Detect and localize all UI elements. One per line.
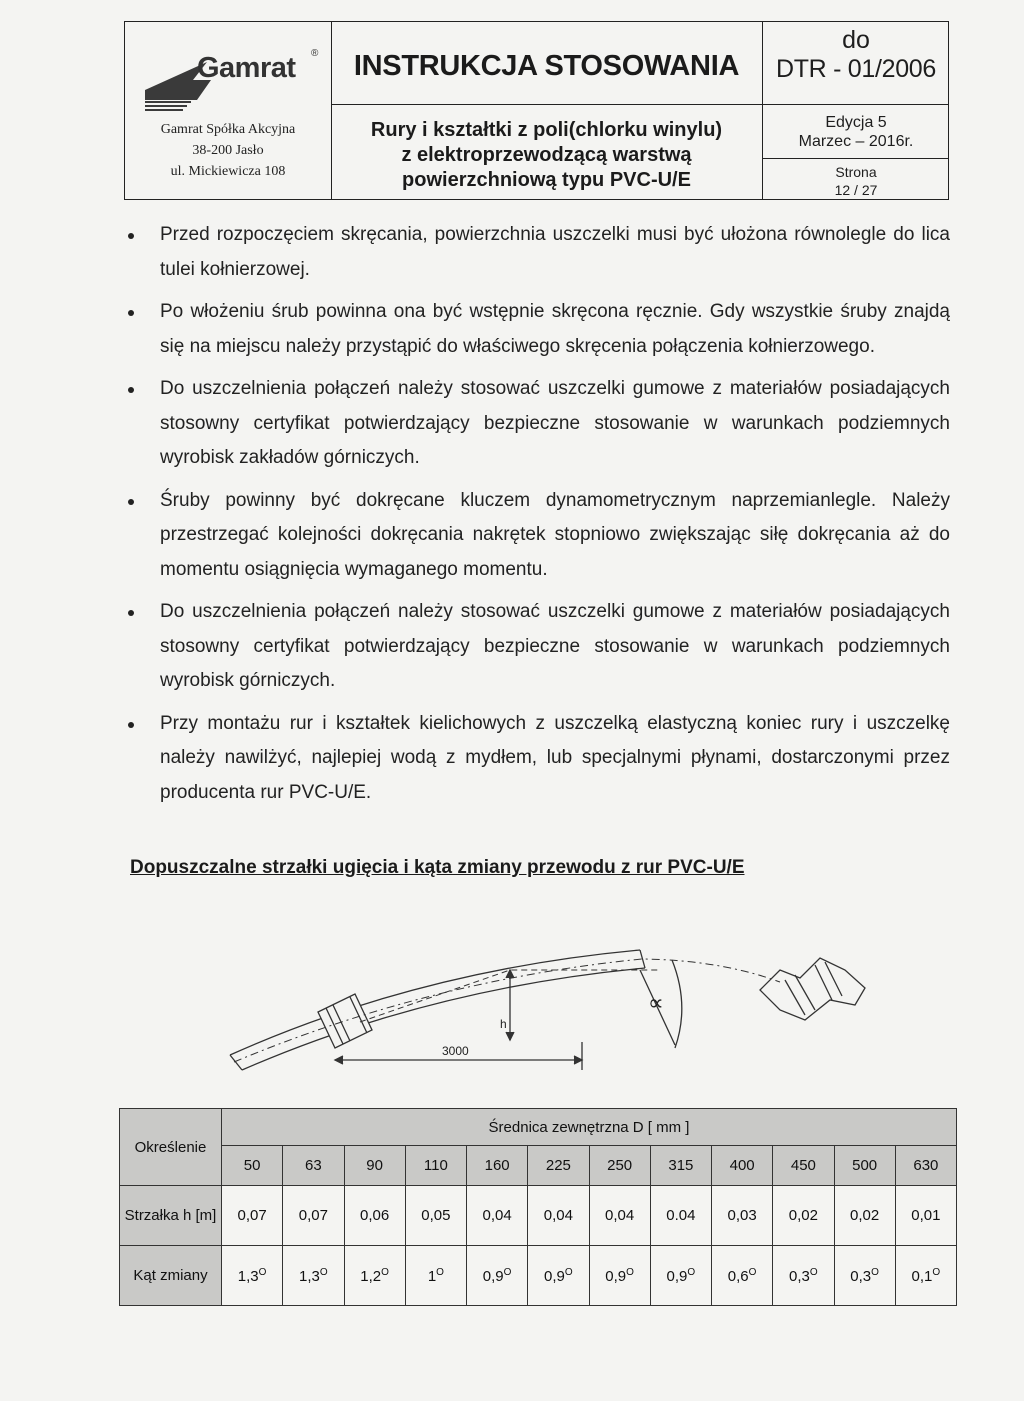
list-item-text: Przy montażu rur i kształtek kielichowych z uszczelką elastyczną koniec rury i uszczelkę należy nawilżyć, najlepiej wodą z mydłem, lub specjalnymi płynami, dostarczonymi przez producenta rur PVC-U/E. [160, 712, 950, 803]
page-label: Strona [835, 164, 877, 180]
doc-prefix: do [842, 26, 870, 54]
table-cell: $0,3^O$ [773, 1246, 834, 1306]
table-cell: $0,3^O$ [834, 1246, 895, 1306]
table-cell: 0,02 [834, 1186, 895, 1246]
h-label: h [500, 1017, 507, 1031]
instruction-list [126, 218, 950, 818]
issue-date: Marzec – 2016r. [798, 133, 914, 150]
list-item [126, 595, 950, 699]
row-label: Strzałka h [m] [120, 1186, 222, 1246]
table-cell: $0,6^O$ [712, 1246, 773, 1306]
subtitle-line: powierzchniową typu PVC-U/E [402, 169, 691, 191]
list-item-text: Przed rozpoczęciem skręcania, powierzchnia uszczelki musi być ułożona równolegle do lica tulei kołnierzowej. [160, 224, 950, 280]
bullet-icon [128, 499, 134, 505]
table-cell: 0,04 [528, 1186, 589, 1246]
table-cell: 0.04 [650, 1186, 711, 1246]
table-cell: $0,9^O$ [467, 1246, 528, 1306]
table-header-cell: 250 [589, 1146, 650, 1186]
table-header-cell: 400 [712, 1146, 773, 1186]
list-item [126, 295, 950, 364]
list-item [126, 372, 950, 476]
table-cell: $1,3^O$ [283, 1246, 344, 1306]
table-header-cell: 90 [344, 1146, 405, 1186]
table-cell: 0,07 [283, 1186, 344, 1246]
company-street: ul. Mickiewicza 108 [170, 164, 286, 179]
angle-label: ∝ [648, 990, 664, 1015]
list-item-text: Śruby powinny być dokręcane kluczem dynamometrycznym naprzemianlegle. Należy przestrzegać kolejności dokręcania nakrętek stopniowo zwiększając siłę dokręcania aż do momentu osiągnięcia wymaganego momentu. [160, 489, 950, 580]
deflection-table [119, 1108, 957, 1306]
table-header-cell: 63 [283, 1146, 344, 1186]
logo-registered-mark: ® [311, 48, 319, 59]
table-header-cell: 225 [528, 1146, 589, 1186]
edition: Edycja 5 [825, 114, 887, 131]
bullet-icon [128, 310, 134, 316]
header-divider [331, 104, 948, 105]
table-corner-label: Określenie [120, 1109, 222, 1186]
table-cell: 0,07 [222, 1186, 283, 1246]
table-row [120, 1146, 957, 1186]
list-item [126, 707, 950, 811]
document-subtitle [331, 118, 762, 193]
table-row [120, 1246, 957, 1306]
pipe-deflection-diagram [220, 930, 880, 1080]
table-row [120, 1186, 957, 1246]
table-cell: 0,05 [405, 1186, 466, 1246]
header-divider [762, 158, 948, 159]
table-cell: $0,9^O$ [528, 1246, 589, 1306]
list-item-text: Do uszczelnienia połączeń należy stosować uszczelki gumowe z materiałów posiadających stosowny certyfikat potwierdzający bezpieczne stosowanie w warunkach podziemnych wyrobisk zakładów górniczych. [160, 378, 950, 468]
table-cell: 0,03 [712, 1186, 773, 1246]
length-label: 3000 [442, 1044, 469, 1058]
subtitle-line: z elektroprzewodzącą warstwą [401, 144, 692, 166]
bullet-icon [128, 233, 134, 239]
bullet-icon [128, 610, 134, 616]
table-cell: $1^O$ [405, 1246, 466, 1306]
section-title: Dopuszczalne strzałki ugięcia i kąta zmiany przewodu z rur PVC-U/E [130, 857, 745, 878]
row-label: Kąt zmiany [120, 1246, 222, 1306]
logo-text: Gamrat [197, 52, 296, 84]
table-cell: $1,3^O$ [222, 1246, 283, 1306]
bullet-icon [128, 387, 134, 393]
subtitle-line: Rury i kształtki z poli(chlorku winylu) [370, 119, 723, 141]
table-cell: 0,06 [344, 1186, 405, 1246]
page-number: 12 / 27 [834, 182, 878, 198]
list-item-text: Po włożeniu śrub powinna ona być wstępnie skręcona ręcznie. Gdy wszystkie śruby znajdą się na miejscu należy przystąpić do właściwego skręcenia połączenia kołnierzowego. [160, 301, 950, 357]
table-group-header: Średnica zewnętrzna D [ mm ] [222, 1109, 957, 1146]
table-header-cell: 500 [834, 1146, 895, 1186]
table-cell: 0,01 [895, 1186, 956, 1246]
list-item [126, 218, 950, 287]
table-header-cell: 160 [467, 1146, 528, 1186]
list-item [126, 484, 950, 588]
bullet-icon [128, 722, 134, 728]
company-name: Gamrat Spółka Akcyjna [160, 122, 296, 137]
company-postcode: 38-200 Jasło [192, 143, 264, 158]
table-header-cell: 315 [650, 1146, 711, 1186]
document-title: INSTRUKCJA STOSOWANIA [353, 50, 740, 82]
table-cell: $0,9^O$ [589, 1246, 650, 1306]
table-cell: $0,9^O$ [650, 1246, 711, 1306]
table-header-cell: 50 [222, 1146, 283, 1186]
table-header-cell: 450 [773, 1146, 834, 1186]
doc-number: DTR - 01/2006 [775, 55, 937, 83]
pipe-fitting-sketch [760, 958, 865, 1020]
table-cell: 0,02 [773, 1186, 834, 1246]
table-cell: 0,04 [589, 1186, 650, 1246]
table-cell: $0,1^O$ [895, 1246, 956, 1306]
table-cell: 0,04 [467, 1186, 528, 1246]
table-header-cell: 630 [895, 1146, 956, 1186]
list-item-text: Do uszczelnienia połączeń należy stosować uszczelki gumowe z materiałów posiadających stosowny certyfikat potwierdzający bezpieczne stosowanie w warunkach podziemnych wyrobisk górniczych. [160, 601, 950, 691]
table-header-cell: 110 [405, 1146, 466, 1186]
document-header [124, 21, 949, 200]
table-cell: $1,2^O$ [344, 1246, 405, 1306]
